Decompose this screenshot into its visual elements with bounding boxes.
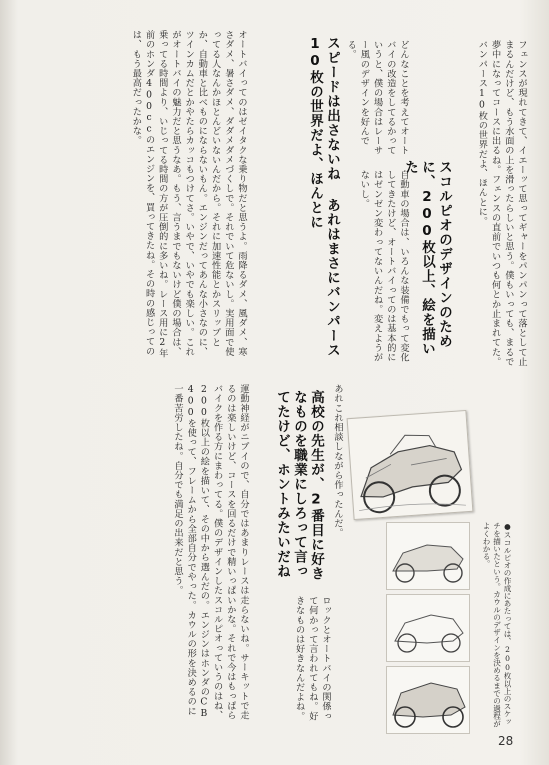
heading-teacher: 高校の先生が、2番目に好きなものを職業にしろって言ってたけど、ホントみたいだね [274, 390, 324, 581]
motorcycle-figure [346, 414, 514, 732]
page-number: 28 [498, 734, 514, 748]
motorcycle-sketch-3 [386, 594, 470, 662]
body-column-top-right-c: どんなことを考えてオートバイの改造をしてるかっていうと、僕の場合はレーサー風のデザインを好んでる。 [345, 40, 409, 156]
body-column-lower-center: あれこれ相談しながら作ったんだ。 [332, 384, 343, 538]
figure-caption: ●スコルピオの作成にあたっては、200枚以上のスケッチを描いたという。カウルのデザインを決めるまでの過程がよくわかる。 [482, 522, 512, 728]
body-column-bottom-middle: ロックとオートバイの関係って何かって言われてもね。好きなものは好きなんだよね。 [293, 596, 331, 721]
body-column-top-left: オートバイってのはゼイタクな乗り物だと思うよ。雨降るダメ、風ダメ、寒さダメ、暑さダメ、ダダメダメづくしで。それでいて危ないし。実用面で使ってる人なんかほとんどいないんだから。それに加速性能とかスリップとか、自動車と比べものにならないもん。エンジンだってあんな小さなのに、ツインカムだとかやたらカッコもつけてさ。いやで、いやでも楽しい。これがオートバイの魅力だと思うなあ。もう、言うまでもないけど僕の場合は、乗ってる時間より、いじってる時間の方が圧倒的に多いね。レース用に2年前のホンダ400ccのエンジンを、買ってきたね。その時の感じってのは、もう最高だったかな。 [130, 30, 247, 359]
motorcycle-sketch-main [347, 410, 474, 520]
body-column-top-right-a: フェンスが現れてきて、イエーッて思ってギャーをパンパンって落として止まるんだけど、もう水面の上を滑ったらしいと思う。僕もいっても、まるで夢中になってコースに出るね。フェンスの直前でいつも何とか止まれてた。バンパース10枚の世界だよ、ほんとに。 [476, 40, 527, 367]
heading-speed: スピードは出さないね あれはまさにバンパース10枚の世界だよ、ほんとに [307, 36, 340, 358]
motorcycle-sketch-2 [386, 522, 470, 590]
body-column-bottom-left: 運動神経がニブイので、自分ではあまりレースは走らないね。サーキットで走るのは楽しいけど、コースを回るだけで精いっぱいかな。それで今はもっぱらバイクを作る方にまわってる。僕のデザインしたスコルピオっていうのはね、200枚以上の絵を描いて、その中から選んだの。エンジンはホンダのCB400を使って、フレームから全部自分でやった。カウルの形を決めるのに一番苦労したね。自分でも満足の出来だと思う。 [171, 384, 249, 720]
body-column-top-right-b: 自動車の場合は、いろんな装備でもって変化してきたけど、オートバイってのは基本的にはゼンゼン変わってないんだね。変えようがないし。 [358, 170, 409, 362]
heading-scorpio: スコルピオのデザインのために、200枚以上、絵を描いた [402, 160, 452, 356]
motorcycle-sketch-4 [386, 666, 470, 734]
